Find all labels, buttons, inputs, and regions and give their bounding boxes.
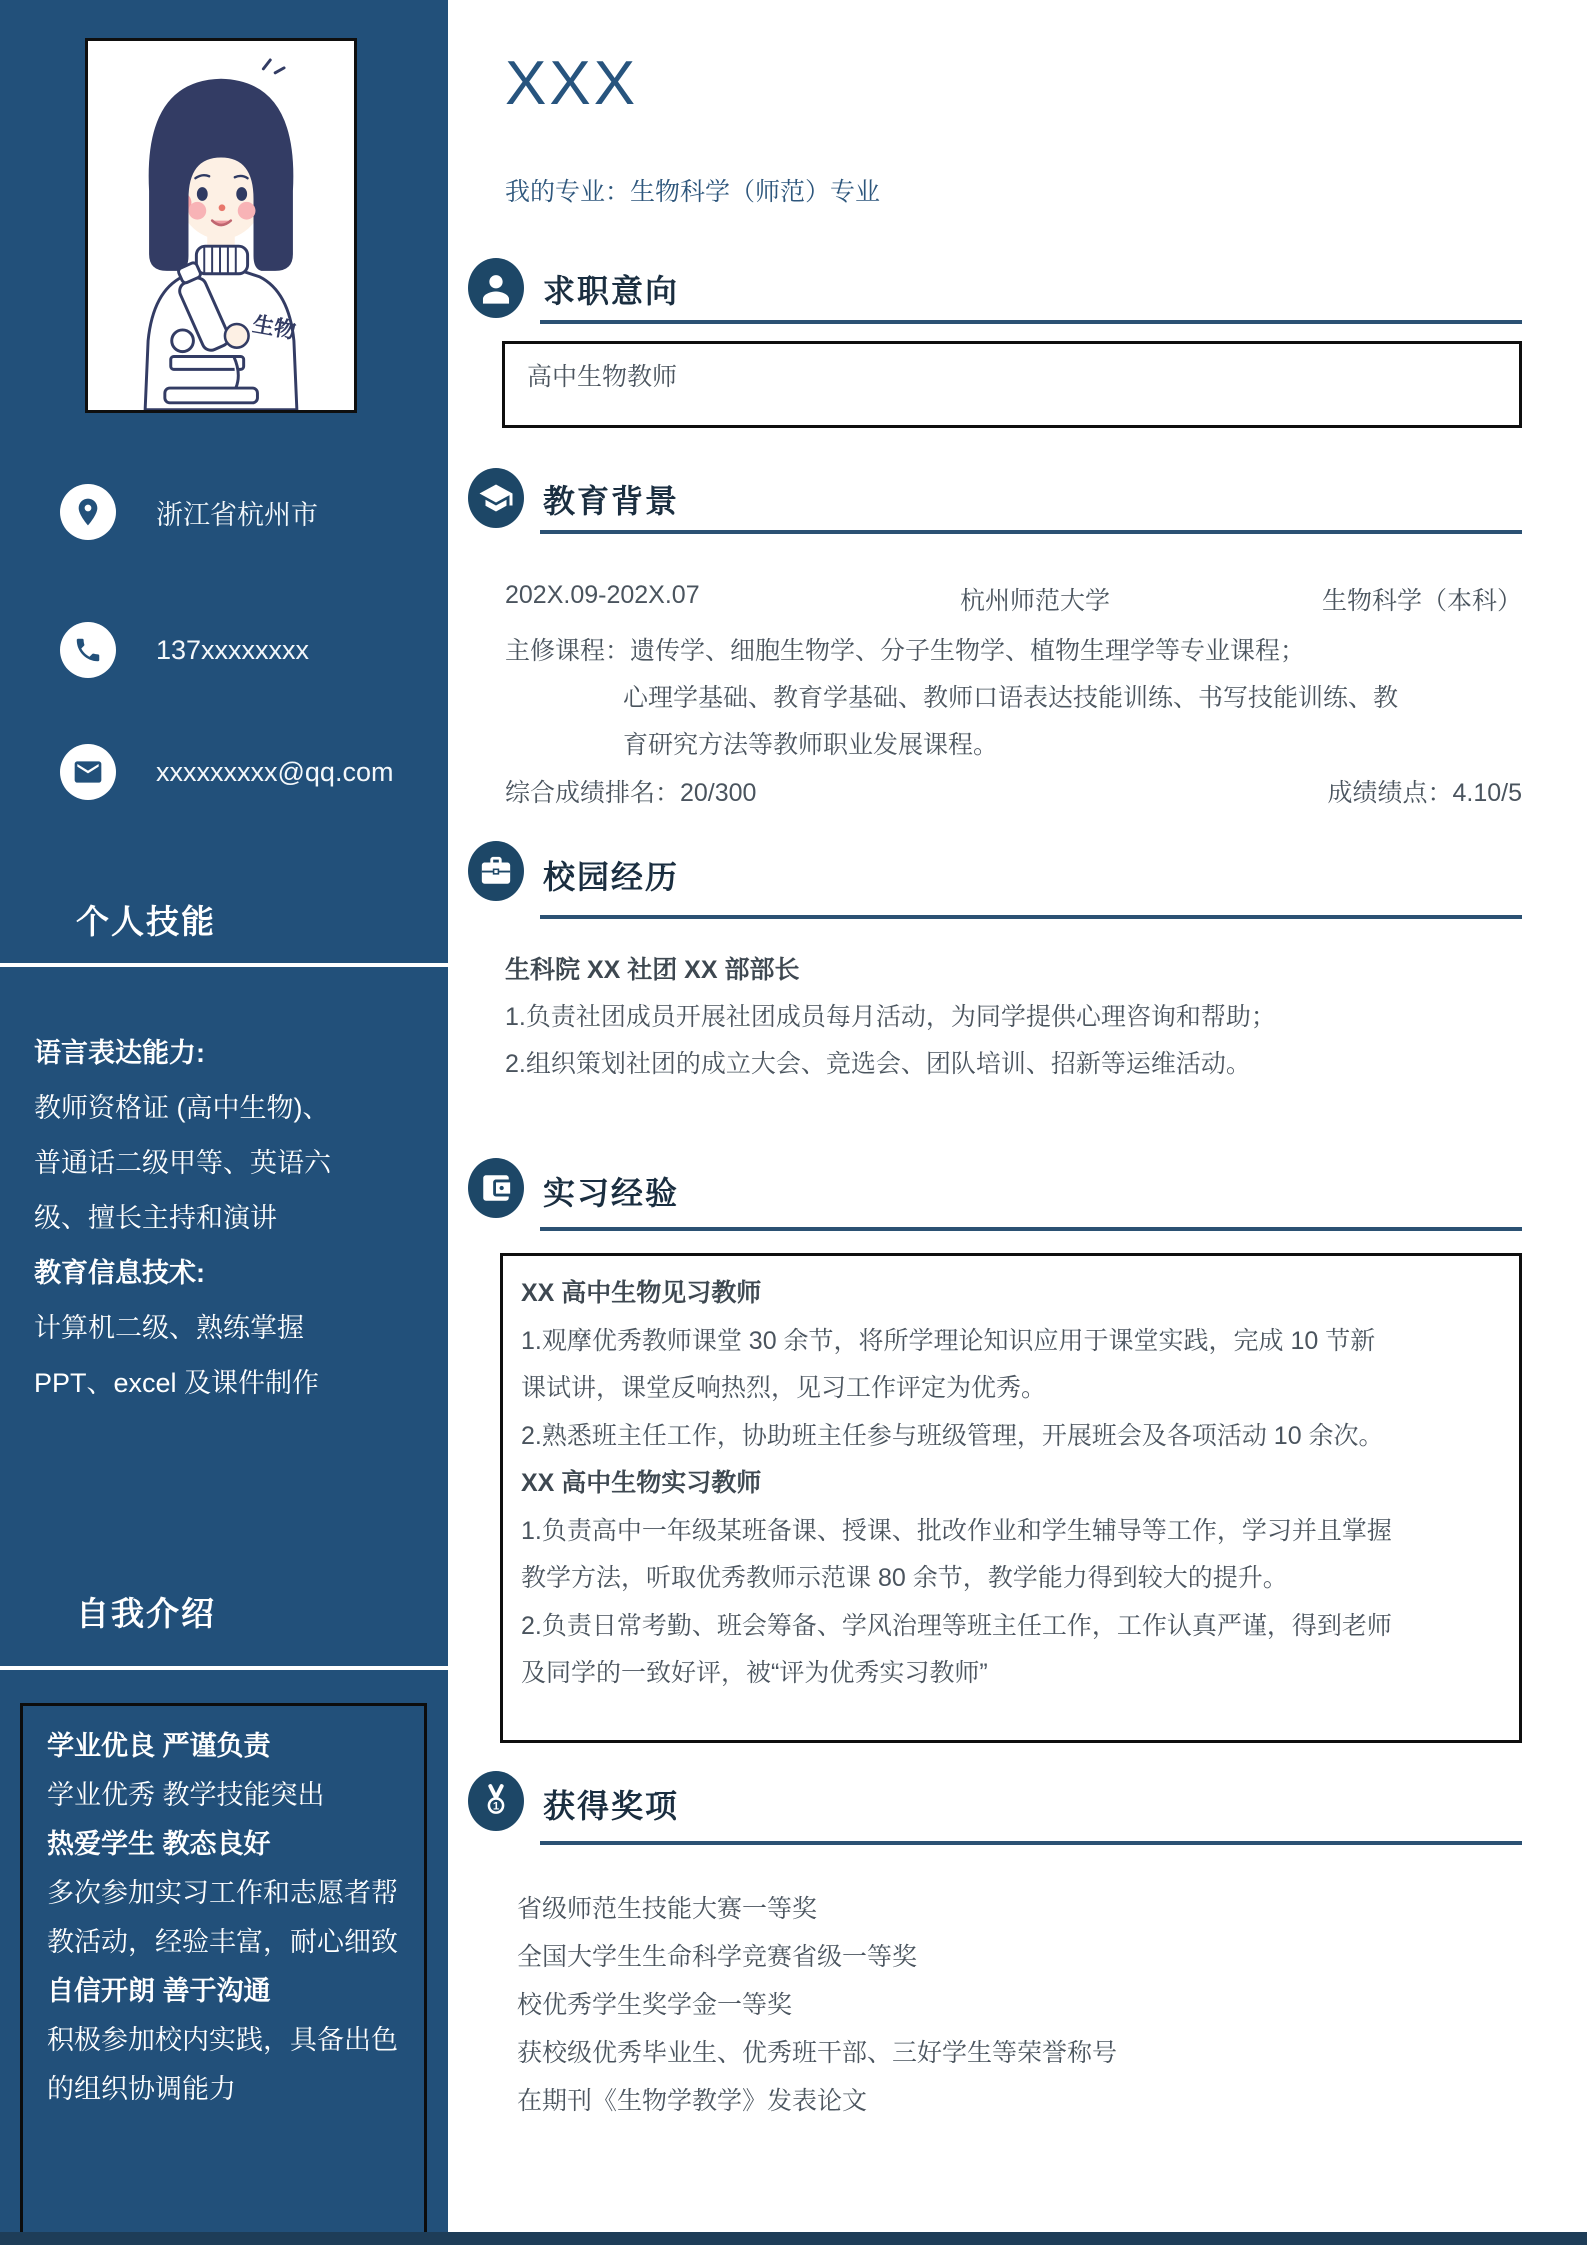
campus-experience (505, 947, 1525, 1088)
internship-box (500, 1253, 1522, 1743)
education-row (505, 581, 1522, 615)
briefcase-icon (468, 841, 524, 901)
skill-line: 计算机二级、熟练掌握 (34, 1313, 304, 1343)
section-title-internship: 实习经验 (543, 1175, 680, 1211)
intention-box (502, 341, 1522, 428)
education-major: 生物科学（本科） (1321, 587, 1522, 615)
section-rule (540, 1841, 1522, 1845)
about-box (20, 1703, 427, 2245)
skills-title: 个人技能 (76, 903, 216, 940)
email-text: xxxxxxxxx@qq.com (156, 756, 394, 787)
education-scores (505, 773, 1522, 809)
section-rule (540, 915, 1522, 919)
location-pin-icon (60, 484, 116, 540)
intention-value: 高中生物教师 (527, 363, 678, 391)
sidebar (0, 0, 448, 2245)
internship-line: 2.熟悉班主任工作，协助班主任参与班级管理，开展班会及各项活动 10 余次。 (521, 1421, 1384, 1450)
section-rule (540, 1227, 1522, 1231)
profile-illustration (88, 41, 354, 410)
major-subtitle: 我的专业：生物科学（师范）专业 (505, 178, 881, 206)
about-title: 自我介绍 (76, 1595, 216, 1632)
contact-phone (60, 622, 309, 678)
award-item: 全国大学生生命科学竞赛省级一等奖 (517, 1943, 918, 1971)
internship-role: XX 高中生物实习教师 (521, 1469, 762, 1497)
campus-line: 1.负责社团成员开展社团成员每月活动，为同学提供心理咨询和帮助； (505, 1003, 1276, 1031)
award-item: 获校级优秀毕业生、优秀班干部、三好学生等荣誉称号 (517, 2039, 1118, 2067)
education-school: 杭州师范大学 (960, 587, 1111, 615)
phone-text: 137xxxxxxxx (156, 634, 310, 665)
skills-list (34, 1026, 438, 1411)
education-courses (505, 628, 1535, 769)
svg-text:1: 1 (492, 1800, 500, 1813)
about-line: 学业优秀 教学技能突出 (47, 1780, 325, 1810)
about-line: 教活动，经验丰富，耐心细致 (47, 1927, 398, 1957)
about-line: 学业优良 严谨负责 (47, 1731, 271, 1761)
graduation-cap-icon (468, 468, 524, 528)
course-line: 育研究方法等教师职业发展课程。 (623, 731, 999, 759)
about-line: 多次参加实习工作和志愿者帮 (47, 1878, 398, 1908)
section-rule (540, 320, 1522, 324)
page-footer-bar (0, 2232, 1587, 2245)
course-line: 主修课程：遗传学、细胞生物学、分子生物学、植物生理学等专业课程； (505, 637, 1306, 665)
contact-location (60, 484, 318, 540)
education-period: 202X.09-202X.07 (505, 581, 700, 609)
section-title-intention: 求职意向 (543, 273, 680, 309)
section-title-education: 教育背景 (543, 483, 680, 519)
skill-line: PPT、excel 及课件制作 (34, 1368, 320, 1398)
main-column (448, 0, 1587, 2245)
internship-line: 课试讲，课堂反响热烈，见习工作评定为优秀。 (521, 1374, 1047, 1402)
award-item: 校优秀学生奖学金一等奖 (517, 1991, 793, 2019)
internship-line: 及同学的一致好评，被“评为优秀实习教师” (521, 1659, 988, 1687)
awards-list (517, 1885, 1117, 2125)
about-line: 热爱学生 教态良好 (47, 1829, 271, 1859)
section-title-awards: 获得奖项 (543, 1788, 680, 1824)
contact-email (60, 744, 393, 800)
campus-line: 2.组织策划社团的成立大会、竞选会、团队培训、招新等运维活动。 (505, 1050, 1251, 1078)
skill-line: 级、擅长主持和演讲 (34, 1203, 277, 1233)
photo-shirt-label: 生物 (250, 311, 298, 344)
skill-line: 教育信息技术: (34, 1258, 205, 1288)
skill-line: 普通话二级甲等、英语六 (34, 1148, 331, 1178)
location-text: 浙江省杭州市 (156, 499, 318, 530)
internship-line: 1.负责高中一年级某班备课、授课、批改作业和学生辅导等工作，学习并且掌握 (521, 1516, 1392, 1545)
section-rule (540, 530, 1522, 534)
about-divider (0, 1666, 448, 1670)
education-rank: 综合成绩排名：20/300 (505, 779, 757, 807)
section-title-campus: 校园经历 (543, 859, 680, 895)
internship-line: 1.观摩优秀教师课堂 30 余节，将所学理论知识应用于课堂实践，完成 10 节新 (521, 1326, 1376, 1355)
award-item: 在期刊《生物学教学》发表论文 (517, 2087, 868, 2115)
internship-line: 2.负责日常考勤、班会筹备、学风治理等班主任工作，工作认真严谨，得到老师 (521, 1611, 1392, 1640)
wallet-icon (468, 1158, 524, 1218)
skill-line: 教师资格证 (高中生物)、 (34, 1093, 330, 1123)
skill-line: 语言表达能力: (34, 1038, 205, 1068)
skills-divider (0, 963, 448, 967)
award-item: 省级师范生技能大赛一等奖 (517, 1895, 818, 1923)
email-icon (60, 744, 116, 800)
medal-icon (468, 1771, 524, 1831)
education-gpa: 成绩绩点：4.10/5 (1327, 779, 1522, 807)
internship-line: 教学方法，听取优秀教师示范课 80 余节，教学能力得到较大的提升。 (521, 1564, 1288, 1592)
about-line: 自信开朗 善于沟通 (47, 1976, 271, 2006)
about-line: 的组织协调能力 (47, 2074, 236, 2104)
person-icon (468, 258, 524, 318)
profile-photo (85, 38, 357, 413)
about-line: 积极参加校内实践，具备出色 (47, 2025, 398, 2055)
course-line: 心理学基础、教育学基础、教师口语表达技能训练、书写技能训练、教 (623, 684, 1399, 712)
candidate-name: XXX (505, 49, 639, 118)
campus-role: 生科院 XX 社团 XX 部部长 (505, 956, 800, 984)
phone-icon (60, 622, 116, 678)
internship-role: XX 高中生物见习教师 (521, 1279, 762, 1307)
